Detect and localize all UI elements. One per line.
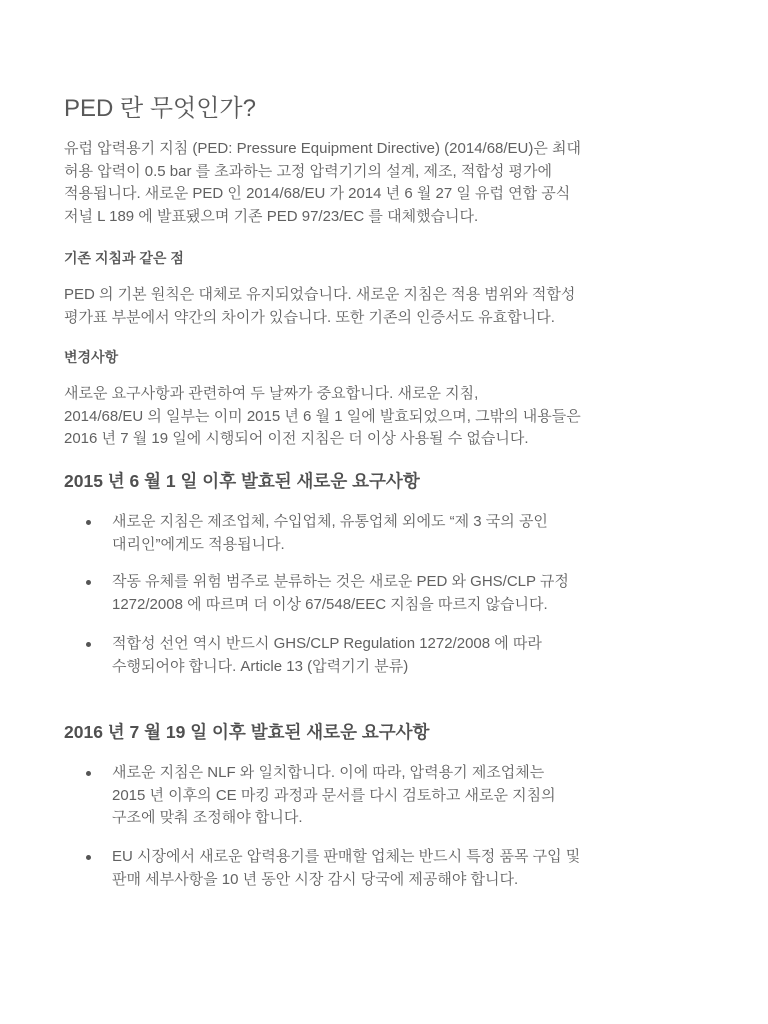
same-points-paragraph [64, 284, 709, 329]
changes-line: 2014/68/EU 의 일부는 이미 2015 년 6 월 1 일에 발효되었으며, 그밖의 내용들은 [64, 407, 581, 425]
same-points-line: PED 의 기본 원칙은 대체로 유지되었습니다. 새로운 지침은 적용 범위와 적합성 [64, 286, 576, 303]
bullet-icon [86, 520, 91, 525]
list-item-line: 새로운 지침은 제조업체, 수입업체, 유통업체 외에도 “제 3 국의 공인 [112, 513, 548, 530]
list-item [86, 762, 682, 830]
list-item-line: 대리인”에게도 적용됩니다. [112, 535, 285, 553]
list-item-line: 작동 유체를 위험 범주로 분류하는 것은 새로운 PED 와 GHS/CLP 규정 [112, 573, 569, 590]
list-item [86, 571, 682, 616]
section-2015-heading: 2015 년 6 월 1 일 이후 발효된 새로운 요구사항 [64, 471, 420, 491]
list-item-line: 2015 년 이후의 CE 마킹 과정과 문서를 다시 검토하고 새로운 지침의 [112, 786, 556, 804]
section-2016-heading: 2016 년 7 월 19 일 이후 발효된 새로운 요구사항 [64, 722, 430, 742]
bullet-icon [86, 580, 91, 585]
intro-line: 적용됩니다. 새로운 PED 인 2014/68/EU 가 2014 년 6 월 27 일 유럽 연합 공식 [64, 185, 571, 202]
intro-line: 저널 L 189 에 발표됐으며 기존 PED 97/23/EC 를 대체했습니다. [64, 207, 479, 225]
list-item-line: 새로운 지침은 NLF 와 일치합니다. 이에 따라, 압력용기 제조업체는 [112, 764, 545, 781]
list-item [86, 846, 682, 891]
bullet-icon [86, 771, 91, 776]
changes-line: 2016 년 7 월 19 일에 시행되어 이전 지침은 더 이상 사용될 수 없습니다. [64, 430, 529, 447]
intro-line: 허용 압력이 0.5 bar 를 초과하는 고정 압력기기의 설계, 제조, 적합성 평가에 [64, 162, 552, 180]
page-title: PED 란 무엇인가? [64, 95, 256, 122]
intro-line: 유럽 압력용기 지침 (PED: Pressure Equipment Directive) (2014/68/EU)은 최대 [64, 140, 582, 157]
changes-heading: 변경사항 [64, 349, 119, 365]
list-item-line: 구조에 맞춰 조정해야 합니다. [112, 809, 303, 826]
list-item-line: 수행되어야 합니다. Article 13 (압력기기 분류) [112, 657, 409, 675]
list-item-line: 판매 세부사항을 10 년 동안 시장 감시 당국에 제공해야 합니다. [112, 870, 519, 888]
list-item-line: 적합성 선언 역시 반드시 GHS/CLP Regulation 1272/2008 에 따라 [112, 635, 542, 652]
changes-paragraph [64, 383, 709, 451]
list-item-line: 1272/2008 에 따르며 더 이상 67/548/EEC 지침을 따르지 않습니다. [112, 595, 548, 613]
same-points-line: 평가표 부분에서 약간의 차이가 있습니다. 또한 기존의 인증서도 유효합니다. [64, 308, 555, 326]
list-item [86, 511, 682, 556]
bullet-icon [86, 855, 91, 860]
same-points-heading: 기존 지침과 같은 점 [64, 250, 184, 266]
list-item [86, 633, 682, 678]
intro-paragraph [64, 138, 709, 228]
list-item-line: EU 시장에서 새로운 압력용기를 판매할 업체는 반드시 특정 품목 구입 및 [112, 848, 581, 865]
bullet-icon [86, 642, 91, 647]
changes-line: 새로운 요구사항과 관련하여 두 날짜가 중요합니다. 새로운 지침, [64, 385, 479, 402]
